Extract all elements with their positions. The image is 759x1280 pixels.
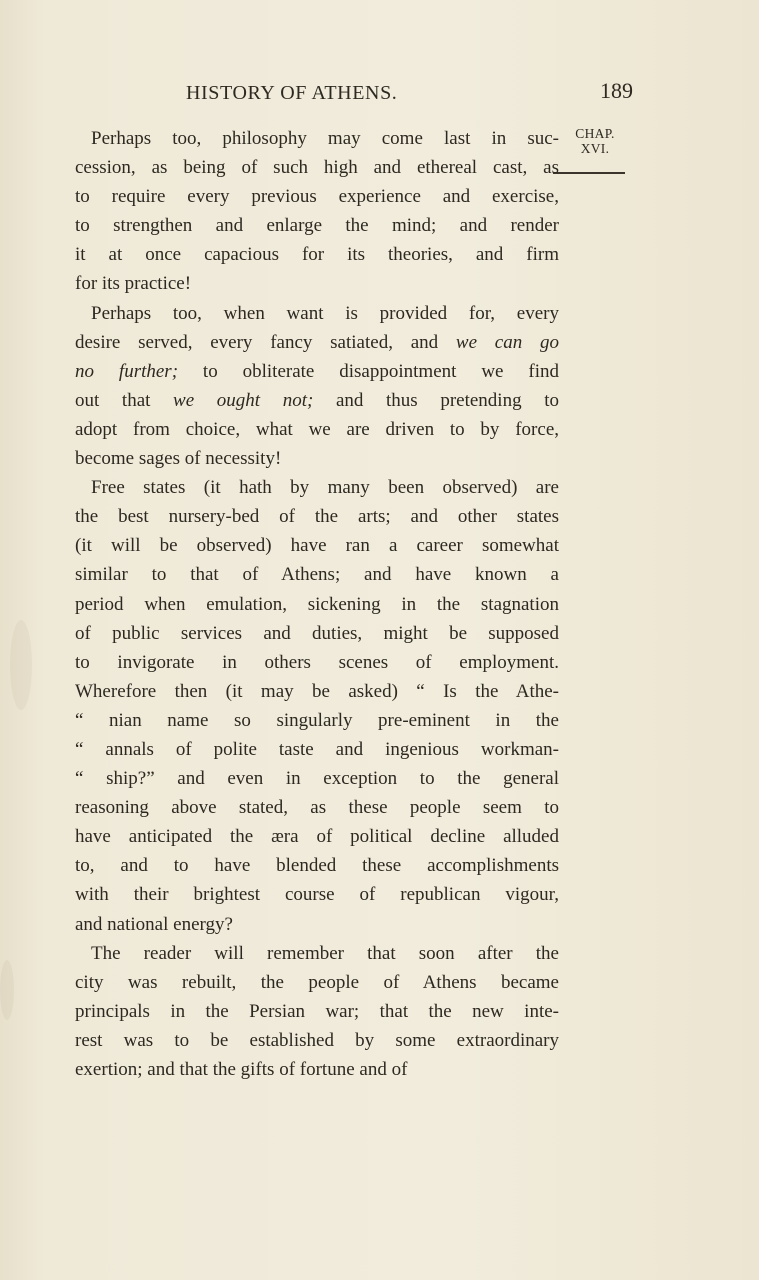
text-line xyxy=(75,124,559,153)
page-header xyxy=(0,78,759,112)
text-segment: exertion; and that the gifts of fortune and of xyxy=(75,1059,408,1080)
text-line xyxy=(75,880,559,909)
text-segment: (it will be observed) have ran a career somewhat xyxy=(75,535,559,557)
text-line xyxy=(75,153,559,182)
paragraph xyxy=(75,473,559,939)
text-line xyxy=(75,997,559,1026)
text-line xyxy=(75,735,559,764)
chapter-label: CHAP. xyxy=(575,126,615,141)
text-segment: cession, as being of such high and ethereal cast, as xyxy=(75,157,559,179)
text-segment: to require every previous experience and exercise, xyxy=(75,186,559,208)
text-segment: to obliterate disappointment we find xyxy=(178,360,559,382)
text-segment: for its practice! xyxy=(75,273,192,295)
text-line xyxy=(75,619,559,648)
chapter-number: XVI. xyxy=(580,141,610,156)
text-line xyxy=(75,793,559,822)
text-segment: Wherefore then (it may be asked) “ Is the Athe- xyxy=(75,680,559,702)
text-segment: Free states (it hath by many been observed) are xyxy=(91,477,559,499)
text-line xyxy=(75,910,559,939)
text-line xyxy=(75,851,559,880)
paper-stain xyxy=(0,960,14,1020)
text-segment: Perhaps too, philosophy may come last in suc- xyxy=(91,128,559,149)
text-segment: Perhaps too, when want is provided for, every xyxy=(91,302,559,324)
text-segment: “ ship?” and even in exception to the general xyxy=(75,768,559,790)
text-segment: out that xyxy=(75,389,174,411)
text-line xyxy=(75,299,559,328)
chapter-marginal-note xyxy=(560,126,630,156)
body-text xyxy=(75,124,559,1084)
text-line xyxy=(75,677,559,706)
text-segment: similar to that of Athens; and have known a xyxy=(75,564,559,586)
text-line xyxy=(75,502,559,531)
text-line xyxy=(75,269,559,298)
text-line xyxy=(75,473,559,502)
text-segment: city was rebuilt, the people of Athens became xyxy=(75,971,559,993)
italic-text: no further; xyxy=(75,360,179,382)
paragraph xyxy=(75,939,559,1084)
text-line xyxy=(75,1055,559,1084)
text-segment: and national energy? xyxy=(75,913,233,935)
text-segment: become sages of necessity! xyxy=(75,448,282,470)
text-line xyxy=(75,240,559,269)
text-line xyxy=(75,648,559,677)
text-line xyxy=(75,328,559,357)
text-line xyxy=(75,182,559,211)
text-line xyxy=(75,968,559,997)
text-segment: to, and to have blended these accomplishments xyxy=(75,855,559,877)
text-line xyxy=(75,560,559,589)
text-segment: the best nursery-bed of the arts; and other states xyxy=(75,506,559,528)
text-line xyxy=(75,211,559,240)
marginal-rule xyxy=(553,172,625,174)
text-line xyxy=(75,1026,559,1055)
text-line xyxy=(75,590,559,619)
text-segment: principals in the Persian war; that the new inte- xyxy=(75,1000,559,1022)
text-segment: The reader will remember that soon after the xyxy=(91,942,559,964)
text-line xyxy=(75,764,559,793)
text-line xyxy=(75,939,559,968)
text-segment: “ nian name so singularly pre-eminent in the xyxy=(75,709,559,731)
text-line xyxy=(75,386,559,415)
text-segment: it at once capacious for its theories, and firm xyxy=(75,244,559,266)
text-line xyxy=(75,822,559,851)
page-number: 189 xyxy=(600,78,633,103)
text-line xyxy=(75,357,559,386)
text-line xyxy=(75,531,559,560)
paper-stain xyxy=(10,620,32,710)
text-segment: to invigorate in others scenes of employment. xyxy=(75,651,559,673)
text-segment: to strengthen and enlarge the mind; and render xyxy=(75,215,559,237)
text-segment: “ annals of polite taste and ingenious workman- xyxy=(75,738,559,760)
text-segment: and thus pretending to xyxy=(313,389,559,411)
text-line xyxy=(75,415,559,444)
text-segment: adopt from choice, what we are driven to by force, xyxy=(75,418,559,440)
text-segment: with their brightest course of republican vigour, xyxy=(75,884,559,906)
text-segment: rest was to be established by some extraordinary xyxy=(75,1029,559,1051)
italic-text: we ought not; xyxy=(173,389,314,411)
text-line xyxy=(75,706,559,735)
text-segment: have anticipated the æra of political decline alluded xyxy=(75,826,559,848)
text-segment: period when emulation, sickening in the stagnation xyxy=(75,593,559,615)
text-line xyxy=(75,444,559,473)
italic-text: we can go xyxy=(455,331,559,353)
running-title: HISTORY OF ATHENS. xyxy=(186,82,398,104)
text-segment: of public services and duties, might be supposed xyxy=(75,622,559,644)
text-segment: desire served, every fancy satiated, and xyxy=(75,331,456,353)
paragraph xyxy=(75,124,559,299)
paragraph xyxy=(75,299,559,474)
text-segment: reasoning above stated, as these people seem to xyxy=(75,797,559,819)
